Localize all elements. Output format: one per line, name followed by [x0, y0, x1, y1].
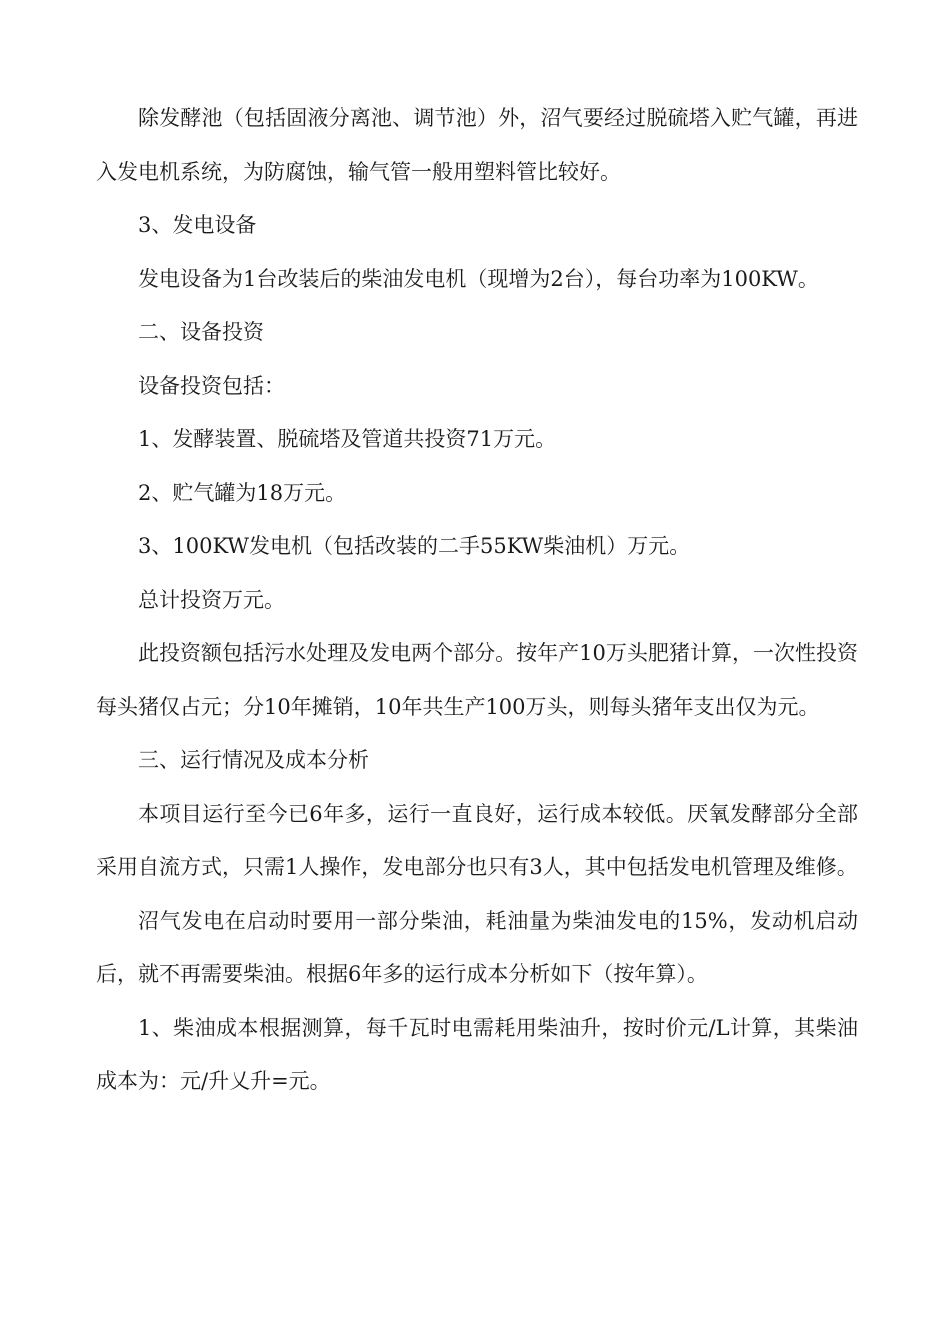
paragraph-total-investment: 总计投资万元。 — [138, 587, 285, 612]
heading-operation-cost-analysis: 三、运行情况及成本分析 — [138, 748, 369, 772]
paragraph-per-pig-cost: 此投资额包括污水处理及发电两个部分。按年产10万头肥猪计算，一次性投资每头猪仅占元；分10年摊销，10年共生产100万头，则每头猪年支出仅为元。 — [96, 641, 858, 719]
paragraph-digester-gas-route: 除发酵池（包括固液分离池、调节池）外，沼气要经过脱硫塔入贮气罐，再进入发电机系统，为防腐蚀，输气管一般用塑料管比较好。 — [96, 106, 858, 184]
paragraph-operation-status: 本项目运行至今已6年多，运行一直良好，运行成本较低。厌氧发酵部分全部采用自流方式，只需1人操作，发电部分也只有3人，其中包括发电机管理及维修。 — [96, 801, 858, 879]
heading-power-equipment: 3、发电设备 — [138, 213, 257, 237]
list-item-fermentation-investment: 1、发酵装置、脱硫塔及管道共投资71万元。 — [138, 427, 557, 451]
paragraph-generator-spec: 发电设备为1台改装后的柴油发电机（现增为2台），每台功率为100KW。 — [138, 266, 819, 291]
paragraph-diesel-startup: 沼气发电在启动时要用一部分柴油，耗油量为柴油发电的15%，发动机启动后，就不再需要柴油。根据6年多的运行成本分析如下（按年算）。 — [96, 908, 858, 986]
list-item-generator-investment: 3、100KW发电机（包括改装的二手55KW柴油机）万元。 — [138, 534, 691, 558]
paragraph-investment-intro: 设备投资包括： — [138, 373, 285, 398]
list-item-diesel-cost: 1、柴油成本根据测算，每千瓦时电需耗用柴油升，按时价元/L计算，其柴油成本为：元/升乂升=元。 — [96, 1015, 858, 1093]
list-item-gas-tank-investment: 2、贮气罐为18万元。 — [138, 480, 347, 505]
heading-equipment-investment: 二、设备投资 — [138, 320, 264, 344]
document-body — [96, 92, 858, 1109]
